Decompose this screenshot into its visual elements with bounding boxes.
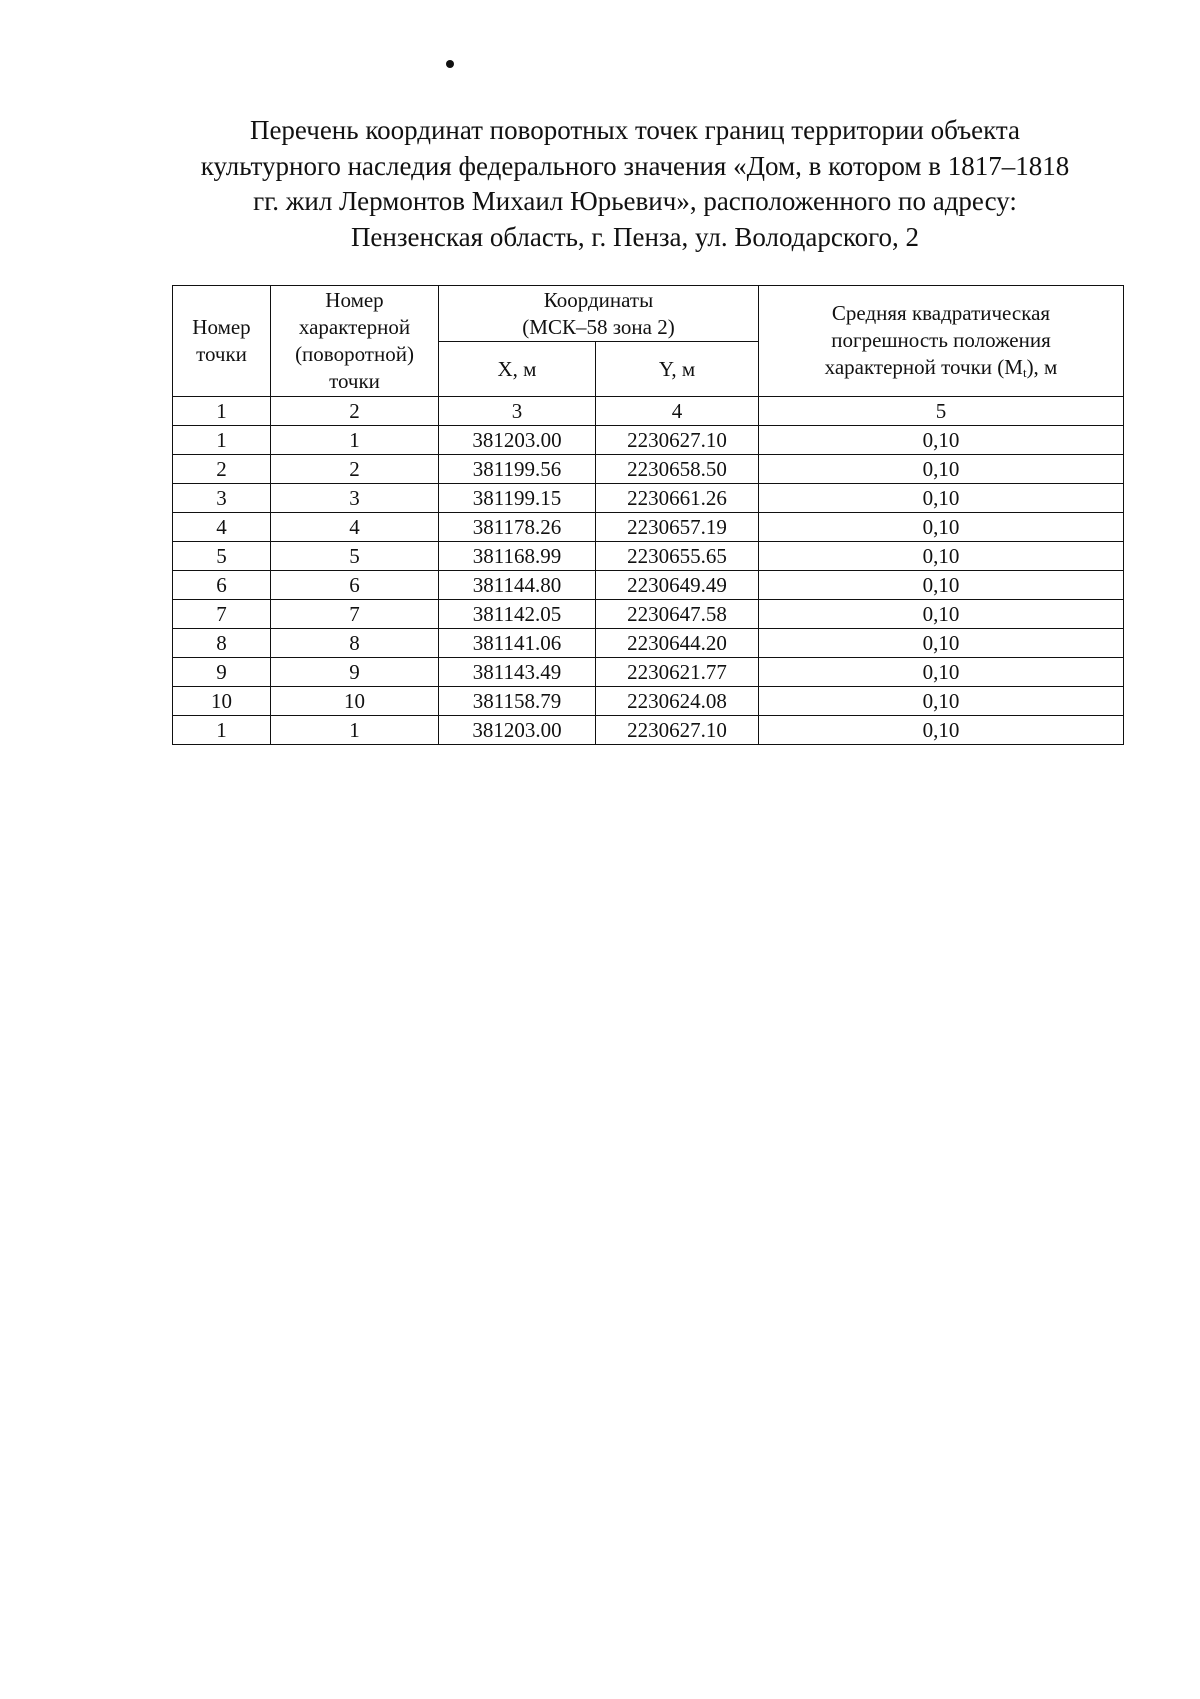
cell-characteristic-point: 1 [271,716,439,745]
table-header-row [173,286,1124,342]
cell-y: 2230661.26 [596,484,759,513]
title-line: Пензенская область, г. Пенза, ул. Володарского, 2 [350,221,920,252]
column-number: 3 [439,397,596,426]
header-subscript: t [1022,364,1027,380]
header-text: погрешность положения [831,327,1051,352]
header-text: Номер [192,315,251,339]
header-y: Y, м [596,342,759,397]
header-text: точки [329,369,380,393]
cell-point-number: 4 [173,513,271,542]
table-body [173,397,1124,745]
cell-x: 381158.79 [439,687,596,716]
cell-point-number: 7 [173,600,271,629]
cell-characteristic-point: 2 [271,455,439,484]
coordinates-table [172,285,1124,745]
table-row [173,658,1124,687]
cell-characteristic-point: 1 [271,426,439,455]
cell-characteristic-point: 8 [271,629,439,658]
table-row [173,542,1124,571]
cell-characteristic-point: 9 [271,658,439,687]
cell-point-number: 1 [173,426,271,455]
cell-x: 381199.56 [439,455,596,484]
cell-error: 0,10 [759,484,1124,513]
cell-error: 0,10 [759,513,1124,542]
title-line: культурного наследия федерального значения «Дом, в котором в 1817–1818 [200,150,1070,181]
table-row [173,687,1124,716]
header-text: Номер [325,288,384,312]
cell-y: 2230644.20 [596,629,759,658]
header-mean-square-error [759,286,1124,397]
column-number-row [173,397,1124,426]
cell-y: 2230649.49 [596,571,759,600]
cell-x: 381141.06 [439,629,596,658]
cell-x: 381178.26 [439,513,596,542]
cell-y: 2230655.65 [596,542,759,571]
table-row [173,426,1124,455]
cell-point-number: 2 [173,455,271,484]
cell-error: 0,10 [759,455,1124,484]
cell-x: 381203.00 [439,716,596,745]
cell-x: 381143.49 [439,658,596,687]
cell-error: 0,10 [759,716,1124,745]
cell-error: 0,10 [759,629,1124,658]
cell-error: 0,10 [759,658,1124,687]
header-point-number [173,286,271,397]
column-number: 5 [759,397,1124,426]
column-number: 2 [271,397,439,426]
cell-y: 2230657.19 [596,513,759,542]
cell-characteristic-point: 6 [271,571,439,600]
column-number: 1 [173,397,271,426]
cell-error: 0,10 [759,571,1124,600]
cell-characteristic-point: 4 [271,513,439,542]
table-row [173,455,1124,484]
title-line: гг. жил Лермонтов Михаил Юрьевич», расположенного по адресу: [253,186,1017,216]
cell-x: 381203.00 [439,426,596,455]
cell-point-number: 10 [173,687,271,716]
cell-y: 2230621.77 [596,658,759,687]
header-text: Координаты [543,287,654,312]
cell-y: 2230647.58 [596,600,759,629]
cell-error: 0,10 [759,600,1124,629]
header-x: X, м [439,342,596,397]
header-text: (МСК–58 зона 2) [522,314,675,339]
table-row [173,600,1124,629]
cell-error: 0,10 [759,542,1124,571]
cell-y: 2230627.10 [596,426,759,455]
cell-point-number: 8 [173,629,271,658]
table-row [173,484,1124,513]
cell-x: 381199.15 [439,484,596,513]
document-title [150,113,1120,255]
header-text: характерной точки (M [824,354,1023,379]
cell-characteristic-point: 7 [271,600,439,629]
table-row [173,571,1124,600]
cell-y: 2230624.08 [596,687,759,716]
cell-y: 2230658.50 [596,455,759,484]
header-text: точки [196,342,247,366]
cell-point-number: 1 [173,716,271,745]
cell-characteristic-point: 5 [271,542,439,571]
column-number: 4 [596,397,759,426]
table-row [173,629,1124,658]
header-characteristic-point-number [271,286,439,397]
cell-point-number: 5 [173,542,271,571]
header-text: характерной [298,315,411,339]
cell-x: 381144.80 [439,571,596,600]
table-row [173,716,1124,745]
cell-error: 0,10 [759,426,1124,455]
cell-point-number: 3 [173,484,271,513]
header-text: ), м [1026,354,1058,379]
bullet-mark [446,60,454,68]
table-row [173,513,1124,542]
cell-point-number: 6 [173,571,271,600]
cell-x: 381142.05 [439,600,596,629]
cell-y: 2230627.10 [596,716,759,745]
title-line: Перечень координат поворотных точек границ территории объекта [249,115,1021,145]
cell-point-number: 9 [173,658,271,687]
cell-error: 0,10 [759,687,1124,716]
header-coordinates [439,286,759,342]
header-text: (поворотной) [295,342,414,366]
header-text: Средняя квадратическая [831,300,1051,325]
cell-characteristic-point: 10 [271,687,439,716]
cell-x: 381168.99 [439,542,596,571]
cell-characteristic-point: 3 [271,484,439,513]
